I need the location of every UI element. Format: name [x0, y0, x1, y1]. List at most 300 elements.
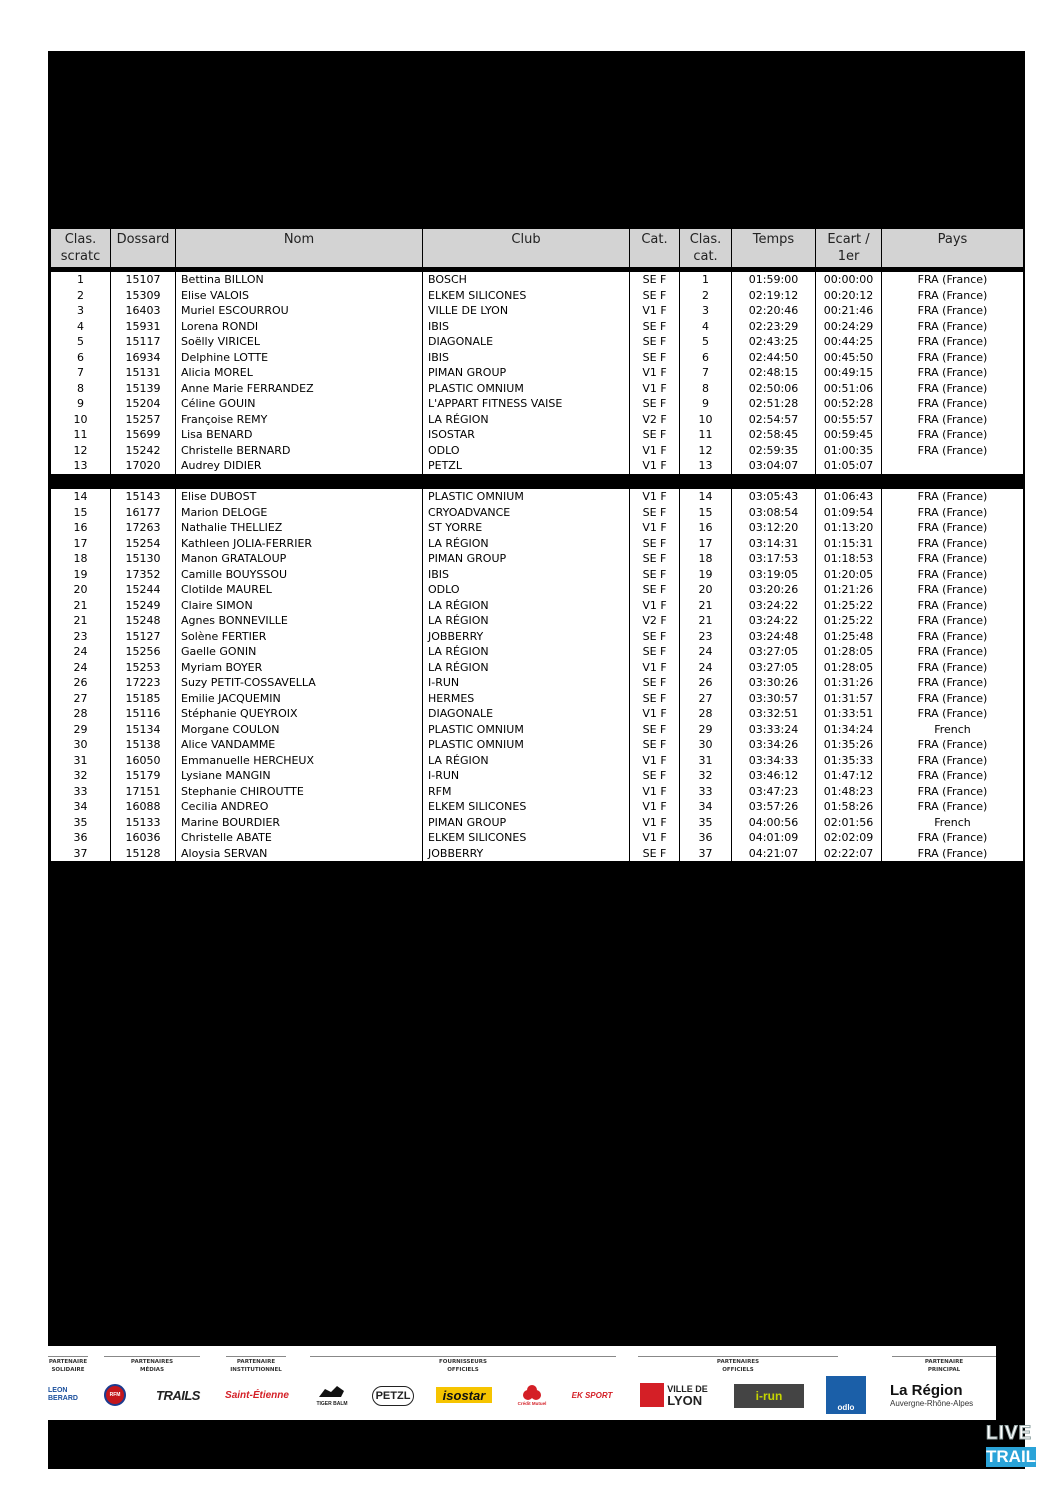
table-row[interactable]: [51, 644, 1024, 660]
cell-clas-cat: 2: [680, 288, 732, 304]
cell-cat: SE F: [630, 675, 680, 691]
cell-pays: FRA (France): [882, 567, 1024, 583]
cell-cat: SE F: [630, 288, 680, 304]
cell-clas-scratch: 19: [51, 567, 111, 583]
cell-nom: Alice VANDAMME: [176, 737, 423, 753]
cell-dossard: 15134: [111, 722, 176, 738]
cell-pays: French: [882, 722, 1024, 738]
cell-ecart: 01:06:43: [816, 489, 882, 505]
cell-cat: V2 F: [630, 412, 680, 428]
cell-nom: Soëlly VIRICEL: [176, 334, 423, 350]
cell-ecart: 01:25:48: [816, 629, 882, 645]
table-row[interactable]: [51, 613, 1024, 629]
cell-club: ODLO: [423, 443, 630, 459]
cell-club: JOBBERRY: [423, 629, 630, 645]
cell-pays: FRA (France): [882, 334, 1024, 350]
cell-club: JOBBERRY: [423, 846, 630, 862]
cell-dossard: 15139: [111, 381, 176, 397]
cell-ecart: 00:52:28: [816, 396, 882, 412]
cell-clas-scratch: 16: [51, 520, 111, 536]
cell-pays: FRA (France): [882, 784, 1024, 800]
cell-dossard: 15248: [111, 613, 176, 629]
cell-ecart: 00:20:12: [816, 288, 882, 304]
cell-dossard: 15253: [111, 660, 176, 676]
table-row[interactable]: [51, 303, 1024, 319]
table-row[interactable]: [51, 350, 1024, 366]
cell-pays: FRA (France): [882, 551, 1024, 567]
cell-pays: FRA (France): [882, 505, 1024, 521]
cell-clas-cat: 16: [680, 520, 732, 536]
cell-nom: Marine BOURDIER: [176, 815, 423, 831]
cell-clas-cat: 19: [680, 567, 732, 583]
cell-clas-cat: 13: [680, 458, 732, 474]
livetrail-logo: LIVE TRAIL: [986, 1423, 1037, 1466]
table-row[interactable]: [51, 381, 1024, 397]
cell-pays: FRA (France): [882, 644, 1024, 660]
table-row[interactable]: [51, 675, 1024, 691]
cell-clas-scratch: 14: [51, 489, 111, 505]
cell-clas-scratch: 31: [51, 753, 111, 769]
cell-cat: SE F: [630, 846, 680, 862]
cell-pays: French: [882, 815, 1024, 831]
cell-clas-cat: 27: [680, 691, 732, 707]
table-row[interactable]: [51, 272, 1024, 288]
cell-nom: Emilie JACQUEMIN: [176, 691, 423, 707]
cell-dossard: 15309: [111, 288, 176, 304]
cell-temps: 03:24:22: [732, 613, 816, 629]
cell-clas-cat: 29: [680, 722, 732, 738]
cell-club: I-RUN: [423, 768, 630, 784]
cell-cat: V1 F: [630, 443, 680, 459]
cell-cat: SE F: [630, 334, 680, 350]
page-break-row: [51, 474, 1024, 490]
table-row[interactable]: [51, 520, 1024, 536]
cell-nom: Morgane COULON: [176, 722, 423, 738]
cell-temps: 02:43:25: [732, 334, 816, 350]
cell-cat: SE F: [630, 505, 680, 521]
cell-nom: Myriam BOYER: [176, 660, 423, 676]
table-row[interactable]: [51, 815, 1024, 831]
cell-temps: 02:19:12: [732, 288, 816, 304]
cell-cat: V2 F: [630, 613, 680, 629]
cell-club: ELKEM SILICONES: [423, 288, 630, 304]
cell-club: DIAGONALE: [423, 706, 630, 722]
table-row[interactable]: [51, 691, 1024, 707]
cell-clas-scratch: 37: [51, 846, 111, 862]
cell-dossard: 15138: [111, 737, 176, 753]
cell-dossard: 17263: [111, 520, 176, 536]
cell-club: ST YORRE: [423, 520, 630, 536]
cell-club: VILLE DE LYON: [423, 303, 630, 319]
cell-ecart: 01:13:20: [816, 520, 882, 536]
cell-cat: V1 F: [630, 706, 680, 722]
cell-clas-scratch: 15: [51, 505, 111, 521]
cell-nom: Stephanie CHIROUTTE: [176, 784, 423, 800]
table-row[interactable]: [51, 830, 1024, 846]
cell-cat: SE F: [630, 427, 680, 443]
cell-ecart: 00:44:25: [816, 334, 882, 350]
header-cat[interactable]: Cat.: [630, 229, 680, 268]
cell-cat: V1 F: [630, 598, 680, 614]
cell-dossard: 15185: [111, 691, 176, 707]
cell-dossard: 15179: [111, 768, 176, 784]
cell-dossard: 17020: [111, 458, 176, 474]
tiger-icon: [317, 1383, 347, 1401]
table-row[interactable]: [51, 334, 1024, 350]
table-row[interactable]: [51, 722, 1024, 738]
cell-ecart: 01:25:22: [816, 598, 882, 614]
cell-clas-cat: 9: [680, 396, 732, 412]
cell-club: HERMES: [423, 691, 630, 707]
cell-dossard: 16036: [111, 830, 176, 846]
cell-dossard: 16934: [111, 350, 176, 366]
cell-clas-scratch: 23: [51, 629, 111, 645]
cell-clas-scratch: 26: [51, 675, 111, 691]
cell-temps: 03:27:05: [732, 644, 816, 660]
cell-clas-scratch: 10: [51, 412, 111, 428]
cell-clas-cat: 12: [680, 443, 732, 459]
table-row[interactable]: [51, 458, 1024, 474]
cell-pays: FRA (France): [882, 660, 1024, 676]
table-row[interactable]: [51, 629, 1024, 645]
cell-nom: Stéphanie QUEYROIX: [176, 706, 423, 722]
sponsor-header-fournisseurs: FOURNISSEURS OFFICIELS: [310, 1356, 616, 1374]
cell-clas-scratch: 29: [51, 722, 111, 738]
cell-clas-cat: 28: [680, 706, 732, 722]
cell-clas-scratch: 24: [51, 644, 111, 660]
cell-ecart: 00:00:00: [816, 272, 882, 288]
cell-dossard: 16088: [111, 799, 176, 815]
header-ecart[interactable]: Ecart / 1er: [816, 229, 882, 268]
table-row[interactable]: [51, 784, 1024, 800]
table-row[interactable]: [51, 598, 1024, 614]
cell-pays: FRA (France): [882, 443, 1024, 459]
cell-temps: 03:20:26: [732, 582, 816, 598]
cell-clas-scratch: 12: [51, 443, 111, 459]
table-row[interactable]: [51, 288, 1024, 304]
cell-dossard: 15107: [111, 272, 176, 288]
cell-ecart: 01:25:22: [816, 613, 882, 629]
cell-nom: Aloysia SERVAN: [176, 846, 423, 862]
cell-clas-scratch: 11: [51, 427, 111, 443]
cell-club: LA RÉGION: [423, 598, 630, 614]
cell-pays: FRA (France): [882, 350, 1024, 366]
cell-ecart: 00:59:45: [816, 427, 882, 443]
rfm-logo: RFM: [104, 1382, 126, 1408]
header-nom[interactable]: Nom: [176, 229, 423, 268]
cell-pays: FRA (France): [882, 396, 1024, 412]
cell-clas-scratch: 17: [51, 536, 111, 552]
cell-clas-cat: 5: [680, 334, 732, 350]
table-row[interactable]: [51, 799, 1024, 815]
cell-temps: 03:33:24: [732, 722, 816, 738]
cell-nom: Bettina BILLON: [176, 272, 423, 288]
cell-temps: 02:44:50: [732, 350, 816, 366]
odlo-logo: odlo: [826, 1376, 866, 1414]
lyon-lion-icon: [640, 1383, 664, 1407]
cell-ecart: 01:31:57: [816, 691, 882, 707]
cell-temps: 03:24:22: [732, 598, 816, 614]
cell-temps: 02:50:06: [732, 381, 816, 397]
cell-pays: FRA (France): [882, 303, 1024, 319]
cell-nom: Nathalie THELLIEZ: [176, 520, 423, 536]
cell-temps: 03:19:05: [732, 567, 816, 583]
cell-cat: SE F: [630, 272, 680, 288]
cell-club: LA RÉGION: [423, 536, 630, 552]
cell-pays: FRA (France): [882, 737, 1024, 753]
cell-pays: FRA (France): [882, 629, 1024, 645]
header-club[interactable]: Club: [423, 229, 630, 268]
cell-pays: FRA (France): [882, 319, 1024, 335]
cell-clas-cat: 20: [680, 582, 732, 598]
cell-temps: 03:32:51: [732, 706, 816, 722]
sponsor-header-principal: PARTENAIRE PRINCIPAL: [892, 1356, 996, 1374]
saint-etienne-logo: Saint-Étienne: [225, 1389, 289, 1401]
cell-ecart: 01:28:05: [816, 644, 882, 660]
cell-clas-scratch: 28: [51, 706, 111, 722]
cell-club: CRYOADVANCE: [423, 505, 630, 521]
cell-nom: Christelle ABATE: [176, 830, 423, 846]
table-row[interactable]: [51, 396, 1024, 412]
trails-logo: TRAILS: [156, 1387, 200, 1403]
table-row[interactable]: [51, 567, 1024, 583]
cell-club: ISOSTAR: [423, 427, 630, 443]
cell-dossard: 15127: [111, 629, 176, 645]
cell-clas-cat: 31: [680, 753, 732, 769]
cell-ecart: 01:28:05: [816, 660, 882, 676]
cell-club: PETZL: [423, 458, 630, 474]
cell-dossard: 15133: [111, 815, 176, 831]
table-row[interactable]: [51, 427, 1024, 443]
cell-ecart: 00:49:15: [816, 365, 882, 381]
header-temps[interactable]: Temps: [732, 229, 816, 268]
cell-clas-scratch: 6: [51, 350, 111, 366]
cell-clas-cat: 37: [680, 846, 732, 862]
cell-club: IBIS: [423, 567, 630, 583]
header-pays[interactable]: Pays: [882, 229, 1024, 268]
cell-dossard: 16177: [111, 505, 176, 521]
cell-clas-scratch: 34: [51, 799, 111, 815]
cell-pays: FRA (France): [882, 675, 1024, 691]
cell-ecart: 00:45:50: [816, 350, 882, 366]
cell-ecart: 01:48:23: [816, 784, 882, 800]
cell-temps: 03:08:54: [732, 505, 816, 521]
cell-temps: 03:27:05: [732, 660, 816, 676]
cell-nom: Emmanuelle HERCHEUX: [176, 753, 423, 769]
cell-dossard: 15128: [111, 846, 176, 862]
cell-temps: 02:20:46: [732, 303, 816, 319]
cell-temps: 02:54:57: [732, 412, 816, 428]
cell-dossard: 15242: [111, 443, 176, 459]
cell-ecart: 02:22:07: [816, 846, 882, 862]
cell-nom: Manon GRATALOUP: [176, 551, 423, 567]
cell-pays: FRA (France): [882, 412, 1024, 428]
cell-clas-cat: 21: [680, 598, 732, 614]
cell-clas-scratch: 21: [51, 613, 111, 629]
table-row[interactable]: [51, 319, 1024, 335]
cell-clas-scratch: 8: [51, 381, 111, 397]
cell-clas-scratch: 33: [51, 784, 111, 800]
cell-temps: 03:04:07: [732, 458, 816, 474]
cell-clas-scratch: 13: [51, 458, 111, 474]
cell-nom: Céline GOUIN: [176, 396, 423, 412]
cell-ecart: 01:35:33: [816, 753, 882, 769]
cell-clas-cat: 6: [680, 350, 732, 366]
table-row[interactable]: [51, 706, 1024, 722]
cell-dossard: 15244: [111, 582, 176, 598]
cell-club: BOSCH: [423, 272, 630, 288]
cell-temps: 03:46:12: [732, 768, 816, 784]
table-row[interactable]: [51, 505, 1024, 521]
cell-dossard: 15254: [111, 536, 176, 552]
cell-ecart: 00:51:06: [816, 381, 882, 397]
cell-cat: SE F: [630, 350, 680, 366]
cell-ecart: 01:05:07: [816, 458, 882, 474]
cell-clas-cat: 3: [680, 303, 732, 319]
cell-cat: SE F: [630, 722, 680, 738]
cell-clas-cat: 7: [680, 365, 732, 381]
cell-clas-scratch: 20: [51, 582, 111, 598]
cell-clas-cat: 24: [680, 660, 732, 676]
cell-cat: SE F: [630, 768, 680, 784]
cell-nom: Christelle BERNARD: [176, 443, 423, 459]
table-row[interactable]: [51, 365, 1024, 381]
table-row[interactable]: [51, 846, 1024, 862]
cell-nom: Delphine LOTTE: [176, 350, 423, 366]
cell-ecart: 02:02:09: [816, 830, 882, 846]
cell-pays: FRA (France): [882, 365, 1024, 381]
table-row[interactable]: [51, 551, 1024, 567]
cell-clas-cat: 23: [680, 629, 732, 645]
cell-pays: FRA (France): [882, 846, 1024, 862]
cell-ecart: 00:21:46: [816, 303, 882, 319]
cell-club: ODLO: [423, 582, 630, 598]
leon-berard-logo: LEON BERARD: [48, 1387, 78, 1402]
table-row[interactable]: [51, 753, 1024, 769]
cell-cat: V1 F: [630, 753, 680, 769]
table-row[interactable]: [51, 536, 1024, 552]
cell-clas-cat: 21: [680, 613, 732, 629]
cell-pays: FRA (France): [882, 598, 1024, 614]
cell-dossard: 15143: [111, 489, 176, 505]
cell-nom: Suzy PETIT-COSSAVELLA: [176, 675, 423, 691]
cell-cat: V1 F: [630, 458, 680, 474]
cell-ecart: 01:31:26: [816, 675, 882, 691]
cell-cat: SE F: [630, 396, 680, 412]
cell-ecart: 02:01:56: [816, 815, 882, 831]
cell-temps: 03:05:43: [732, 489, 816, 505]
results-body: [51, 268, 1024, 862]
cell-clas-scratch: 27: [51, 691, 111, 707]
cell-dossard: 17352: [111, 567, 176, 583]
cell-pays: FRA (France): [882, 753, 1024, 769]
cell-pays: FRA (France): [882, 536, 1024, 552]
header-dossard[interactable]: Dossard: [111, 229, 176, 268]
header-clas-scratch[interactable]: Clas. scratc: [51, 229, 111, 268]
cell-temps: 02:59:35: [732, 443, 816, 459]
table-row[interactable]: [51, 443, 1024, 459]
cell-clas-scratch: 2: [51, 288, 111, 304]
cell-dossard: 15204: [111, 396, 176, 412]
spacer-cell: [51, 474, 1024, 490]
cell-club: LA RÉGION: [423, 412, 630, 428]
cell-dossard: 15249: [111, 598, 176, 614]
cell-pays: FRA (France): [882, 691, 1024, 707]
cell-nom: Françoise REMY: [176, 412, 423, 428]
table-row[interactable]: [51, 660, 1024, 676]
cell-dossard: 16403: [111, 303, 176, 319]
cell-nom: Lorena RONDI: [176, 319, 423, 335]
table-row[interactable]: [51, 737, 1024, 753]
cell-club: RFM: [423, 784, 630, 800]
table-row[interactable]: [51, 582, 1024, 598]
cell-dossard: 17151: [111, 784, 176, 800]
cell-clas-cat: 11: [680, 427, 732, 443]
cell-dossard: 17223: [111, 675, 176, 691]
table-row[interactable]: [51, 489, 1024, 505]
sponsor-header-solidaire: PARTENAIRE SOLIDAIRE: [48, 1356, 88, 1374]
cell-nom: Solène FERTIER: [176, 629, 423, 645]
header-clas-cat[interactable]: Clas. cat.: [680, 229, 732, 268]
tiger-balm-logo: TIGER BALM: [310, 1382, 354, 1408]
cell-cat: SE F: [630, 629, 680, 645]
cell-club: PLASTIC OMNIUM: [423, 722, 630, 738]
cell-club: LA RÉGION: [423, 613, 630, 629]
cell-temps: 02:58:45: [732, 427, 816, 443]
table-row[interactable]: [51, 768, 1024, 784]
cell-nom: Marion DELOGE: [176, 505, 423, 521]
cell-temps: 03:30:57: [732, 691, 816, 707]
cell-cat: V1 F: [630, 520, 680, 536]
cell-nom: Kathleen JOLIA-FERRIER: [176, 536, 423, 552]
cell-club: LA RÉGION: [423, 644, 630, 660]
cell-ecart: 00:55:57: [816, 412, 882, 428]
cell-temps: 03:24:48: [732, 629, 816, 645]
cell-clas-cat: 14: [680, 489, 732, 505]
cell-nom: Lysiane MANGIN: [176, 768, 423, 784]
cell-cat: V1 F: [630, 381, 680, 397]
cell-club: IBIS: [423, 350, 630, 366]
cell-ecart: 01:34:24: [816, 722, 882, 738]
credit-mutuel-icon: [522, 1385, 542, 1401]
cell-clas-scratch: 3: [51, 303, 111, 319]
cell-cat: V1 F: [630, 489, 680, 505]
cell-pays: FRA (France): [882, 768, 1024, 784]
cell-temps: 03:17:53: [732, 551, 816, 567]
cell-cat: V1 F: [630, 815, 680, 831]
ekosport-logo: EK SPORT: [571, 1390, 613, 1400]
cell-temps: 04:00:56: [732, 815, 816, 831]
cell-pays: [882, 458, 1024, 474]
cell-club: I-RUN: [423, 675, 630, 691]
cell-temps: 01:59:00: [732, 272, 816, 288]
table-row[interactable]: [51, 412, 1024, 428]
cell-clas-cat: 8: [680, 381, 732, 397]
cell-nom: Lisa BENARD: [176, 427, 423, 443]
cell-dossard: 16050: [111, 753, 176, 769]
cell-clas-scratch: 36: [51, 830, 111, 846]
cell-clas-scratch: 24: [51, 660, 111, 676]
ville-de-lyon-logo: VILLE DE LYON: [638, 1382, 710, 1408]
cell-nom: Alicia MOREL: [176, 365, 423, 381]
cell-ecart: 01:33:51: [816, 706, 882, 722]
cell-clas-scratch: 35: [51, 815, 111, 831]
cell-club: LA RÉGION: [423, 753, 630, 769]
sponsor-bar: [48, 1346, 996, 1420]
cell-clas-scratch: 7: [51, 365, 111, 381]
cell-clas-cat: 36: [680, 830, 732, 846]
cell-club: ELKEM SILICONES: [423, 799, 630, 815]
